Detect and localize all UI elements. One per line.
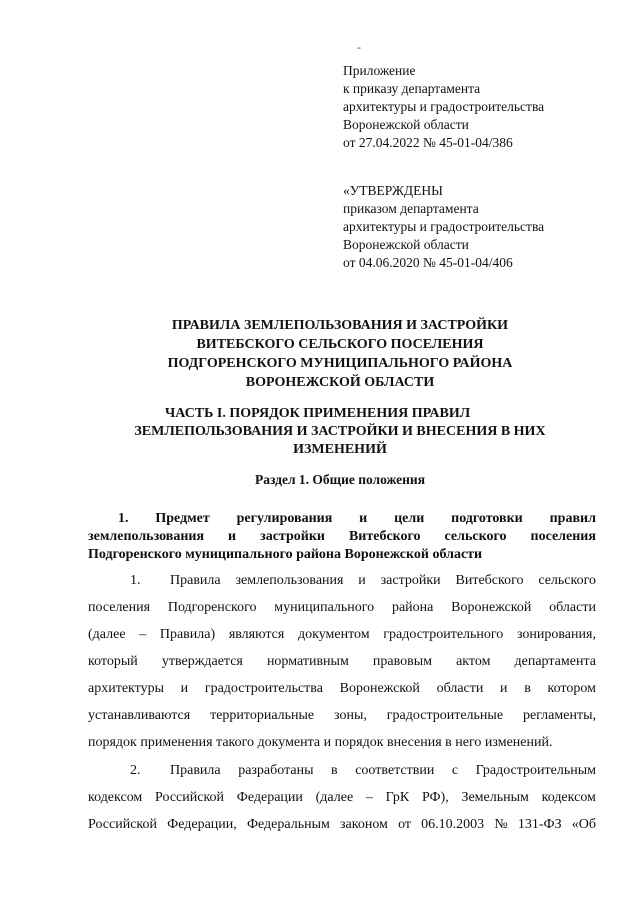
approved-line: приказом департамента xyxy=(343,201,479,216)
word: Правила xyxy=(170,573,221,588)
word: 06.10.2003 xyxy=(421,817,485,832)
article-word: поселения xyxy=(530,529,596,544)
article-heading-line: Подгоренского муниципального района Воронежской области xyxy=(88,547,483,562)
word: ГрК xyxy=(385,790,410,805)
paragraph-line xyxy=(88,594,596,621)
word: градостроительные xyxy=(386,708,504,723)
part-heading xyxy=(70,405,610,459)
paragraph-number: 1. xyxy=(130,573,141,588)
article-word: сельского xyxy=(444,529,507,544)
article-word: и xyxy=(359,511,368,526)
part-line: ЗЕМЛЕПОЛЬЗОВАНИЯ И ЗАСТРОЙКИ И ВНЕСЕНИЯ В НИХ xyxy=(134,424,546,439)
article-heading-line xyxy=(88,510,596,528)
word: соответствии xyxy=(355,763,435,778)
paragraph-2 xyxy=(88,757,596,838)
word: архитектуры xyxy=(88,681,164,696)
word: территориальные xyxy=(210,708,315,723)
word: правовым xyxy=(372,654,432,669)
word: Воронежской xyxy=(451,600,532,615)
approved-line: архитектуры и градостроительства xyxy=(343,219,545,234)
word: Российской xyxy=(88,817,157,832)
word: области xyxy=(549,600,596,615)
word: документом xyxy=(297,627,370,642)
word: сельского xyxy=(538,573,596,588)
word: Федерации, xyxy=(167,817,237,832)
paragraph-line xyxy=(88,567,596,594)
word: кодексом xyxy=(541,790,596,805)
article-heading-line xyxy=(88,528,596,546)
article-word: 1. xyxy=(118,511,129,526)
word: Российской xyxy=(155,790,225,805)
approved-line: «УТВЕРЖДЕНЫ xyxy=(343,183,443,198)
appendix-line: от 27.04.2022 № 45-01-04/386 xyxy=(343,135,513,150)
paragraph-text xyxy=(170,567,596,594)
word: нормативным xyxy=(266,654,349,669)
word: в xyxy=(331,763,338,778)
word: – xyxy=(139,627,147,642)
document-title xyxy=(70,316,610,392)
article-word: регулирования xyxy=(236,511,333,526)
word: № xyxy=(494,817,508,832)
word: РФ), xyxy=(421,790,449,805)
paragraph-line xyxy=(88,811,596,838)
paragraph-line xyxy=(88,784,596,811)
article-word: и xyxy=(228,529,237,544)
paragraph-line: порядок применения такого документа и порядок внесения в него изменений. xyxy=(88,735,553,750)
article-word: застройки xyxy=(260,529,325,544)
appendix-block xyxy=(343,62,544,152)
word: зоны, xyxy=(334,708,367,723)
approved-line: от 04.06.2020 № 45-01-04/406 xyxy=(343,255,513,270)
paragraph-line xyxy=(88,648,596,675)
article-word: землепользования xyxy=(88,529,205,544)
paragraph-1 xyxy=(88,567,596,756)
top-mark: - xyxy=(357,40,361,54)
word: департамента xyxy=(514,654,596,669)
appendix-line: архитектуры и градостроительства xyxy=(343,99,545,114)
section-heading: Раздел 1. Общие положения xyxy=(254,472,426,487)
word: Витебского xyxy=(455,573,524,588)
word: Воронежской xyxy=(339,681,420,696)
word: кодексом xyxy=(88,790,143,805)
word: – xyxy=(365,790,373,805)
word: Правила xyxy=(170,763,221,778)
paragraph-line xyxy=(88,621,596,648)
word: 131-ФЗ xyxy=(517,817,562,832)
word: поселения xyxy=(88,600,151,615)
paragraph-number: 2. xyxy=(130,763,141,778)
word: котором xyxy=(547,681,596,696)
word: в xyxy=(524,681,531,696)
word: устанавливаются xyxy=(88,708,191,723)
paragraph-line xyxy=(88,702,596,729)
word: области xyxy=(436,681,484,696)
title-line: ВОРОНЕЖСКОЙ ОБЛАСТИ xyxy=(245,375,435,390)
title-line: ПРАВИЛА ЗЕМЛЕПОЛЬЗОВАНИЯ И ЗАСТРОЙКИ xyxy=(171,318,509,333)
word: Земельным xyxy=(461,790,529,805)
article-word: цели xyxy=(394,511,425,526)
article-word: подготовки xyxy=(451,511,523,526)
word: законом xyxy=(340,817,388,832)
word: и xyxy=(500,681,508,696)
paragraph-text xyxy=(170,757,596,784)
appendix-line: к приказу департамента xyxy=(343,81,481,96)
approved-block xyxy=(343,182,544,272)
article-word: правил xyxy=(549,511,596,526)
word: Правила) xyxy=(159,627,216,642)
word: утверждается xyxy=(161,654,243,669)
article-heading xyxy=(88,510,596,564)
title-line: ПОДГОРЕНСКОГО МУНИЦИПАЛЬНОГО РАЙОНА xyxy=(167,356,513,371)
word: землепользования xyxy=(235,573,344,588)
paragraph-line xyxy=(88,757,596,784)
appendix-line: Воронежской области xyxy=(343,117,469,132)
word: Федеральным xyxy=(246,817,330,832)
article-word: Предмет xyxy=(155,511,210,526)
word: градостроительства xyxy=(204,681,323,696)
title-line: ВИТЕБСКОГО СЕЛЬСКОГО ПОСЕЛЕНИЯ xyxy=(196,337,484,352)
word: Градостроительным xyxy=(475,763,596,778)
word: являются xyxy=(228,627,285,642)
word: Федерации xyxy=(236,790,303,805)
part-line: ИЗМЕНЕНИЙ xyxy=(293,442,387,457)
word: зонирования, xyxy=(516,627,596,642)
word: (далее xyxy=(88,627,126,642)
word: Подгоренского xyxy=(167,600,257,615)
word: «Об xyxy=(571,817,596,832)
word: регламенты, xyxy=(522,708,596,723)
word: застройки xyxy=(380,573,441,588)
appendix-line: Приложение xyxy=(343,63,416,78)
paragraph-line xyxy=(88,675,596,702)
word: от xyxy=(398,817,412,832)
word: муниципального xyxy=(274,600,375,615)
article-word: Витебского xyxy=(348,529,421,544)
approved-line: Воронежской области xyxy=(343,237,469,252)
word: градостроительного xyxy=(383,627,504,642)
word: и xyxy=(180,681,189,696)
word: актом xyxy=(456,654,491,669)
word: который xyxy=(88,654,138,669)
word: разработаны xyxy=(238,763,314,778)
part-line: ЧАСТЬ I. ПОРЯДОК ПРИМЕНЕНИЯ ПРАВИЛ xyxy=(165,406,471,421)
word: района xyxy=(391,600,434,615)
word: с xyxy=(451,763,459,778)
word: и xyxy=(358,573,366,588)
word: (далее xyxy=(315,790,354,805)
